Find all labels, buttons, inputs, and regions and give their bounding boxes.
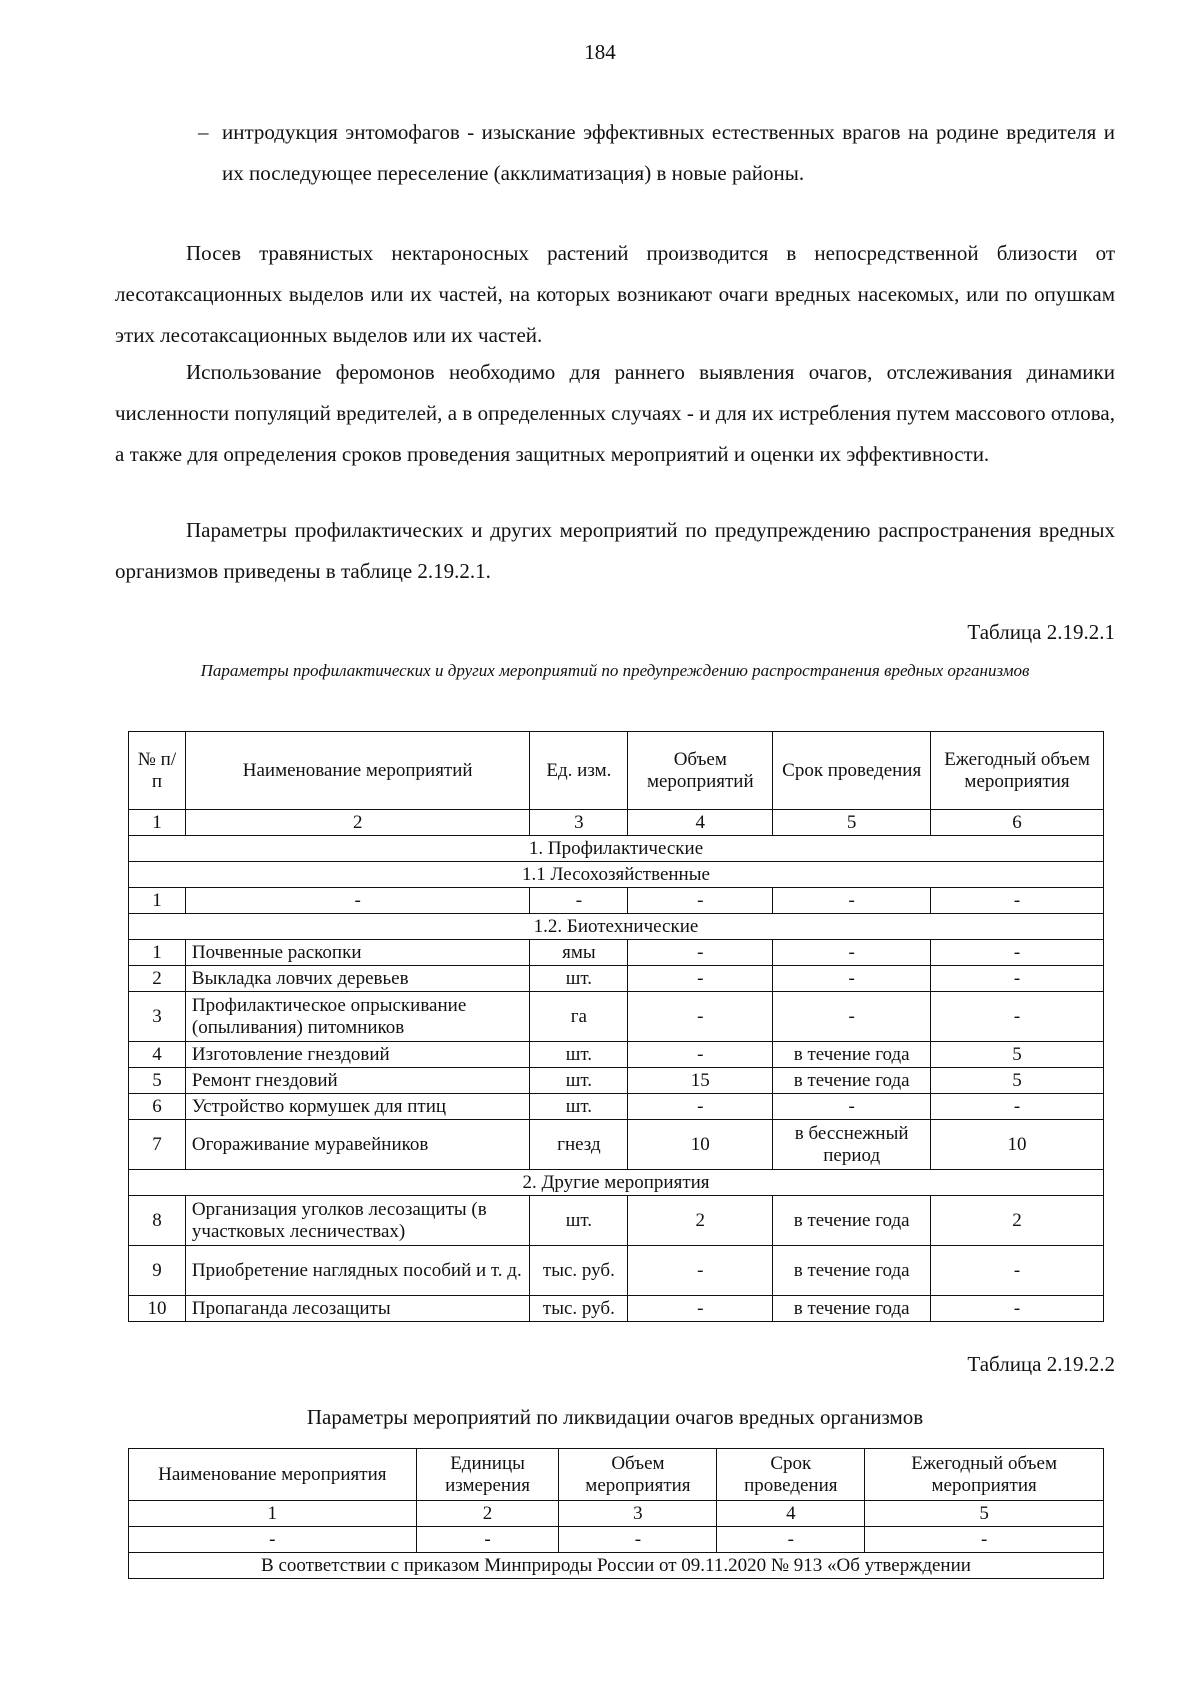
cell: гнезд xyxy=(530,1120,628,1170)
cell: тыс. руб. xyxy=(530,1296,628,1322)
cell: - xyxy=(628,992,773,1042)
table-row xyxy=(129,1196,1104,1246)
cell: 10 xyxy=(628,1120,773,1170)
table-row xyxy=(129,992,1104,1042)
cell: Выкладка ловчих деревьев xyxy=(185,966,530,992)
table-row xyxy=(129,940,1104,966)
paragraph-nectar-plants xyxy=(115,233,1115,356)
cell: 2 xyxy=(129,966,186,992)
paragraph-text: Использование феромонов необходимо для раннего выявления очагов, отслеживания динамики численности популяций вредителей, а в определенных случаях - и для их истребления путем массового отлова, а также для определения сроков проведения защитных мероприятий и оценки их эффективности. xyxy=(115,360,1115,466)
cell: - xyxy=(628,1042,773,1068)
table-row xyxy=(129,1246,1104,1296)
cell: - xyxy=(628,1094,773,1120)
section-row xyxy=(129,836,1104,862)
table-outbreak-liquidation xyxy=(128,1448,1104,1579)
cell: Устройство кормушек для птиц xyxy=(185,1094,530,1120)
header-cell: Единицы измерения xyxy=(416,1449,559,1501)
cell: 5 xyxy=(931,1042,1104,1068)
cell: 2 xyxy=(628,1196,773,1246)
cell: Организация уголков лесозащиты (в участковых лесничествах) xyxy=(185,1196,530,1246)
cell: - xyxy=(717,1527,865,1553)
cell: - xyxy=(129,1527,417,1553)
cell: - xyxy=(773,1094,931,1120)
cell: 5 xyxy=(931,1068,1104,1094)
bullet-item xyxy=(198,112,1115,194)
header-cell: Срок проведения xyxy=(773,732,931,810)
subsection-title: 1.1 Лесохозяйственные xyxy=(129,862,1104,888)
cell: в течение года xyxy=(773,1296,931,1322)
paragraph-text: Параметры профилактических и других мероприятий по предупреждению распространения вредных организмов приведены в таблице 2.19.2.1. xyxy=(115,518,1115,583)
cell: га xyxy=(530,992,628,1042)
cell: - xyxy=(773,940,931,966)
column-number: 3 xyxy=(530,810,628,836)
column-number: 4 xyxy=(717,1501,865,1527)
cell: шт. xyxy=(530,1196,628,1246)
table1-label: Таблица 2.19.2.1 xyxy=(967,620,1115,644)
subsection-title: 1.2. Биотехнические xyxy=(129,914,1104,940)
cell: 7 xyxy=(129,1120,186,1170)
header-cell: Объем мероприятия xyxy=(559,1449,717,1501)
cell: Почвенные раскопки xyxy=(185,940,530,966)
cell: - xyxy=(559,1527,717,1553)
cell: 6 xyxy=(129,1094,186,1120)
table2-label: Таблица 2.19.2.2 xyxy=(967,1352,1115,1376)
cell: - xyxy=(628,940,773,966)
cell: - xyxy=(773,966,931,992)
cell: в течение года xyxy=(773,1246,931,1296)
cell: - xyxy=(628,1246,773,1296)
paragraph-table-reference xyxy=(115,510,1115,592)
table-preventive-measures xyxy=(128,731,1104,1322)
subsection-row xyxy=(129,862,1104,888)
paragraph-pheromones xyxy=(115,352,1115,475)
footer-text: В соответствии с приказом Минприроды России от 09.11.2020 № 913 «Об утверждении xyxy=(129,1553,1104,1579)
cell: Огораживание муравейников xyxy=(185,1120,530,1170)
cell: - xyxy=(628,888,773,914)
cell: - xyxy=(865,1527,1104,1553)
table-header-row xyxy=(129,732,1104,810)
cell: тыс. руб. xyxy=(530,1246,628,1296)
header-cell: Ежегодный объем мероприятия xyxy=(931,732,1104,810)
section-title: 1. Профилактические xyxy=(129,836,1104,862)
column-number: 5 xyxy=(773,810,931,836)
cell: Приобретение наглядных пособий и т. д. xyxy=(185,1246,530,1296)
footer-row xyxy=(129,1553,1104,1579)
header-cell: № п/п xyxy=(129,732,186,810)
cell: - xyxy=(931,1246,1104,1296)
column-number: 5 xyxy=(865,1501,1104,1527)
cell: - xyxy=(185,888,530,914)
cell: шт. xyxy=(530,1094,628,1120)
cell: - xyxy=(773,992,931,1042)
table-row xyxy=(129,888,1104,914)
paragraph-text: Посев травянистых нектароносных растений производится в непосредственной близости от лесотаксационных выделов или их частей, на которых возникают очаги вредных насекомых, или по опушкам этих лесотаксационных выделов или их частей. xyxy=(115,241,1115,347)
cell: Пропаганда лесозащиты xyxy=(185,1296,530,1322)
column-number: 6 xyxy=(931,810,1104,836)
cell: шт. xyxy=(530,1068,628,1094)
cell: 9 xyxy=(129,1246,186,1296)
table-row xyxy=(129,1527,1104,1553)
cell: шт. xyxy=(530,1042,628,1068)
header-cell: Срок проведения xyxy=(717,1449,865,1501)
cell: - xyxy=(931,966,1104,992)
table-row xyxy=(129,1296,1104,1322)
table1-caption: Параметры профилактических и других мероприятий по предупреждению распространения вредных организмов xyxy=(200,661,1030,680)
column-number-row xyxy=(129,810,1104,836)
cell: шт. xyxy=(530,966,628,992)
cell: Профилактическое опрыскивание (опыливания) питомников xyxy=(185,992,530,1042)
header-cell: Объем мероприятий xyxy=(628,732,773,810)
cell: - xyxy=(931,940,1104,966)
column-number: 2 xyxy=(416,1501,559,1527)
cell: 15 xyxy=(628,1068,773,1094)
subsection-row xyxy=(129,914,1104,940)
bullet-dash: – xyxy=(198,120,209,144)
cell: в течение года xyxy=(773,1042,931,1068)
cell: в бесснежный период xyxy=(773,1120,931,1170)
table-row xyxy=(129,1094,1104,1120)
header-cell: Наименование мероприятия xyxy=(129,1449,417,1501)
cell: 8 xyxy=(129,1196,186,1246)
cell: Изготовление гнездовий xyxy=(185,1042,530,1068)
cell: 1 xyxy=(129,888,186,914)
header-cell: Наименование мероприятий xyxy=(185,732,530,810)
table2-caption: Параметры мероприятий по ликвидации очагов вредных организмов xyxy=(306,1405,924,1429)
cell: - xyxy=(931,1296,1104,1322)
cell: в течение года xyxy=(773,1068,931,1094)
cell: - xyxy=(416,1527,559,1553)
cell: - xyxy=(931,1094,1104,1120)
cell: - xyxy=(931,992,1104,1042)
cell: - xyxy=(628,1296,773,1322)
column-number: 1 xyxy=(129,810,186,836)
table-header-row xyxy=(129,1449,1104,1501)
cell: - xyxy=(628,966,773,992)
cell: 3 xyxy=(129,992,186,1042)
section-row xyxy=(129,1170,1104,1196)
column-number: 3 xyxy=(559,1501,717,1527)
cell: - xyxy=(931,888,1104,914)
cell: 1 xyxy=(129,940,186,966)
cell: в течение года xyxy=(773,1196,931,1246)
cell: - xyxy=(530,888,628,914)
cell: 5 xyxy=(129,1068,186,1094)
table-row xyxy=(129,1068,1104,1094)
header-cell: Ежегодный объем мероприятия xyxy=(865,1449,1104,1501)
cell: 4 xyxy=(129,1042,186,1068)
column-number: 1 xyxy=(129,1501,417,1527)
section-title: 2. Другие мероприятия xyxy=(129,1170,1104,1196)
table-row xyxy=(129,1120,1104,1170)
column-number: 2 xyxy=(185,810,530,836)
column-number-row xyxy=(129,1501,1104,1527)
table-row xyxy=(129,966,1104,992)
cell: 10 xyxy=(129,1296,186,1322)
page-number: 184 xyxy=(584,40,616,64)
cell: 10 xyxy=(931,1120,1104,1170)
header-cell: Ед. изм. xyxy=(530,732,628,810)
bullet-text: интродукция энтомофагов - изыскание эффективных естественных врагов на родине вредителя и их последующее переселение (акклиматизация) в новые районы. xyxy=(222,120,1115,185)
cell: - xyxy=(773,888,931,914)
table-row xyxy=(129,1042,1104,1068)
cell: 2 xyxy=(931,1196,1104,1246)
column-number: 4 xyxy=(628,810,773,836)
cell: ямы xyxy=(530,940,628,966)
cell: Ремонт гнездовий xyxy=(185,1068,530,1094)
